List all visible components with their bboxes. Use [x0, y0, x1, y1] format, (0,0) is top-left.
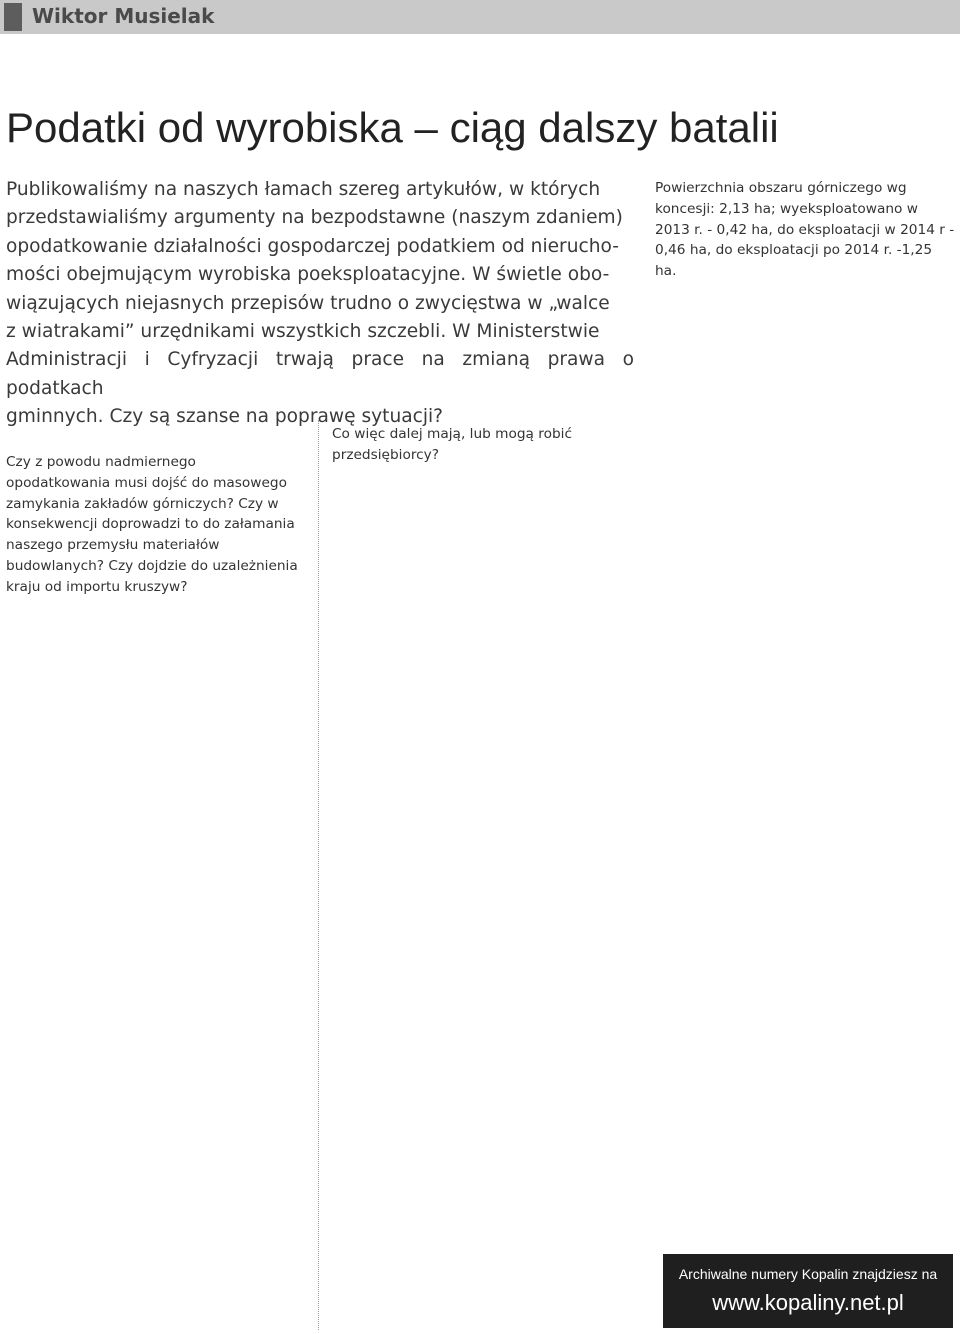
column-3 [655, 178, 955, 282]
author-bar-accent [4, 3, 22, 31]
lead-line: przedstawialiśmy argumenty na bezpodstawne (naszym zdaniem) [6, 207, 623, 229]
promo-box [663, 1254, 953, 1328]
lead-line: opodatkowanie działalności gospodarczej podatkiem od nierucho- [6, 235, 619, 257]
lead-line: Administracji i Cyfryzacji trwają prace na zmianą prawa o podatkach [6, 349, 634, 399]
promo-text: Archiwalne numery Kopalin znajdziesz na [678, 1266, 938, 1282]
lead-line: mości obejmującym wyrobiska poeksploatacyjne. W świetle obo- [6, 264, 610, 286]
promo-url-link[interactable]: www.kopaliny.net.pl [712, 1290, 904, 1315]
column-2 [332, 424, 630, 466]
lead-line: gminnych. Czy są szanse na poprawę sytuacji? [6, 406, 444, 428]
column-1 [6, 452, 304, 598]
author-bar [0, 0, 960, 34]
lead-line: z wiatrakami” urzędnikami wszystkich szczebli. W Ministerstwie [6, 321, 600, 343]
lead-line: wiązujących niejasnych przepisów trudno o zwycięstwa w „walce [6, 292, 610, 314]
column-3-text: Powierzchnia obszaru górniczego wg koncesji: 2,13 ha; wyeksploatowano w 2013 r. - 0,42 ha, do eksploatacji w 2014 r - 0,46 ha, do eksploatacji po 2014 r. -1,25 ha. [655, 180, 955, 280]
column-separator [318, 420, 319, 1330]
author-name: Wiktor Musielak [32, 4, 215, 28]
column-2-text: Co więc dalej mają, lub mogą robić przedsiębiorcy? [332, 426, 573, 463]
article-title: Podatki od wyrobiska – ciąg dalszy batalii [6, 104, 779, 151]
lead-line: Publikowaliśmy na naszych łamach szereg artykułów, w których [6, 179, 601, 200]
article-lead [6, 176, 634, 432]
column-1-text: Czy z powodu nadmiernego opodatkowania musi dojść do masowego zamykania zakładów górniczych? Czy w konsekwencji doprowadzi to do załamania naszego przemysłu materiałów budowlanych? Czy dojdzie do uzależnienia kraju od importu kruszyw? [6, 454, 298, 595]
